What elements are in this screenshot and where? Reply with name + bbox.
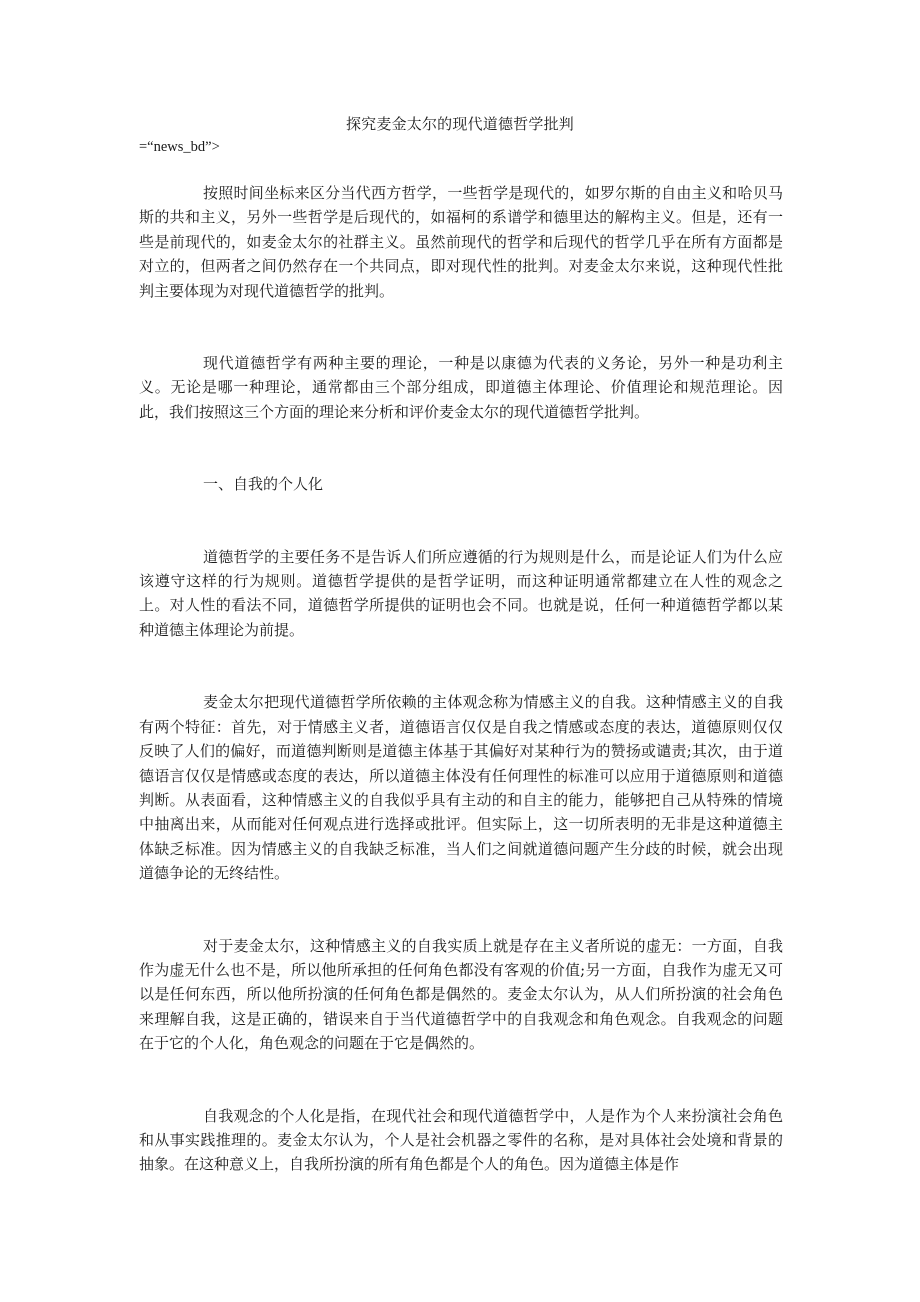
paragraph-theories: 现代道德哲学有两种主要的理论，一种是以康德为代表的义务论，另外一种是功利主义。无论是哪一种理论，通常都由三个部分组成，即道德主体理论、价值理论和规范理论。因此，我们按照这三个方面的理论来分析和评价麦金太尔的现代道德哲学批判。 bbox=[139, 354, 783, 421]
paragraph-individualization: 自我观念的个人化是指，在现代社会和现代道德哲学中，人是作为个人来扮演社会角色和从事实践推理的。麦金太尔认为，个人是社会机器之零件的名称，是对具体社会处境和背景的抽象。在这种意义上，自我所扮演的所有角色都是个人的角色。因为道德主体是作 bbox=[139, 1106, 783, 1174]
paragraph-emotivist-self: 麦金太尔把现代道德哲学所依赖的主体观念称为情感主义的自我。这种情感主义的自我有两个特征：首先，对于情感主义者，道德语言仅仅是自我之情感或态度的表达，道德原则仅仅反映了人们的偏好，而道德判断则是道德主体基于其偏好对某种行为的赞扬或谴责;其次，由于道德语言仅仅是情感或态度的表达，所以道德主体没有任何理性的标准可以应用于道德原则和道德判断。从表面看，这种情感主义的自我似乎具有主动的和自主的能力，能够把自己从特殊的情境中抽离出来，从而能对任何观点进行选择或批评。但实际上，这一切所表明的无非是这种道德主体缺乏标准。因为情感主义的自我缺乏标准，当人们之间就道德问题产生分歧的时候，就会出现道德争论的无终结性。 bbox=[139, 693, 783, 883]
paragraph-intro: 按照时间坐标来区分当代西方哲学，一些哲学是现代的，如罗尔斯的自由主义和哈贝马斯的共和主义，另外一些哲学是后现代的，如福柯的系谱学和德里达的解构主义。但是，还有一些是前现代的，如麦金太尔的社群主义。虽然前现代的哲学和后现代的哲学几乎在所有方面都是对立的，但两者之间仍然存在一个共同点，即对现代性的批判。对麦金太尔来说，这种现代性批判主要体现为对现代道德哲学的批判。 bbox=[139, 184, 783, 300]
paragraph-moral-philosophy-task: 道德哲学的主要任务不是告诉人们所应遵循的行为规则是什么，而是论证人们为什么应该遵守这样的行为规则。道德哲学提供的是哲学证明，而这种证明通常都建立在人性的观念之上。对人性的看法不同，道德哲学所提供的证明也会不同。也就是说，任何一种道德哲学都以某种道德主体理论为前提。 bbox=[139, 547, 783, 639]
section-heading: 一、自我的个人化 bbox=[203, 475, 324, 494]
markup-artifact-text: =“news_bd”> bbox=[139, 139, 220, 155]
document-body bbox=[139, 181, 783, 1225]
paragraph-nothingness: 对于麦金太尔，这种情感主义的自我实质上就是存在主义者所说的虚无：一方面，自我作为虚无什么也不是，所以他所承担的任何角色都没有客观的价值;另一方面，自我作为虚无又可以是任何东西，所以他所扮演的任何角色都是偶然的。麦金太尔认为，从人们所扮演的社会角色来理解自我，这是正确的，错误来自于当代道德哲学中的自我观念和角色观念。自我观念的问题在于它的个人化，角色观念的问题在于它是偶然的。 bbox=[139, 936, 783, 1053]
document-title: 探究麦金太尔的现代道德哲学批判 bbox=[345, 115, 574, 133]
